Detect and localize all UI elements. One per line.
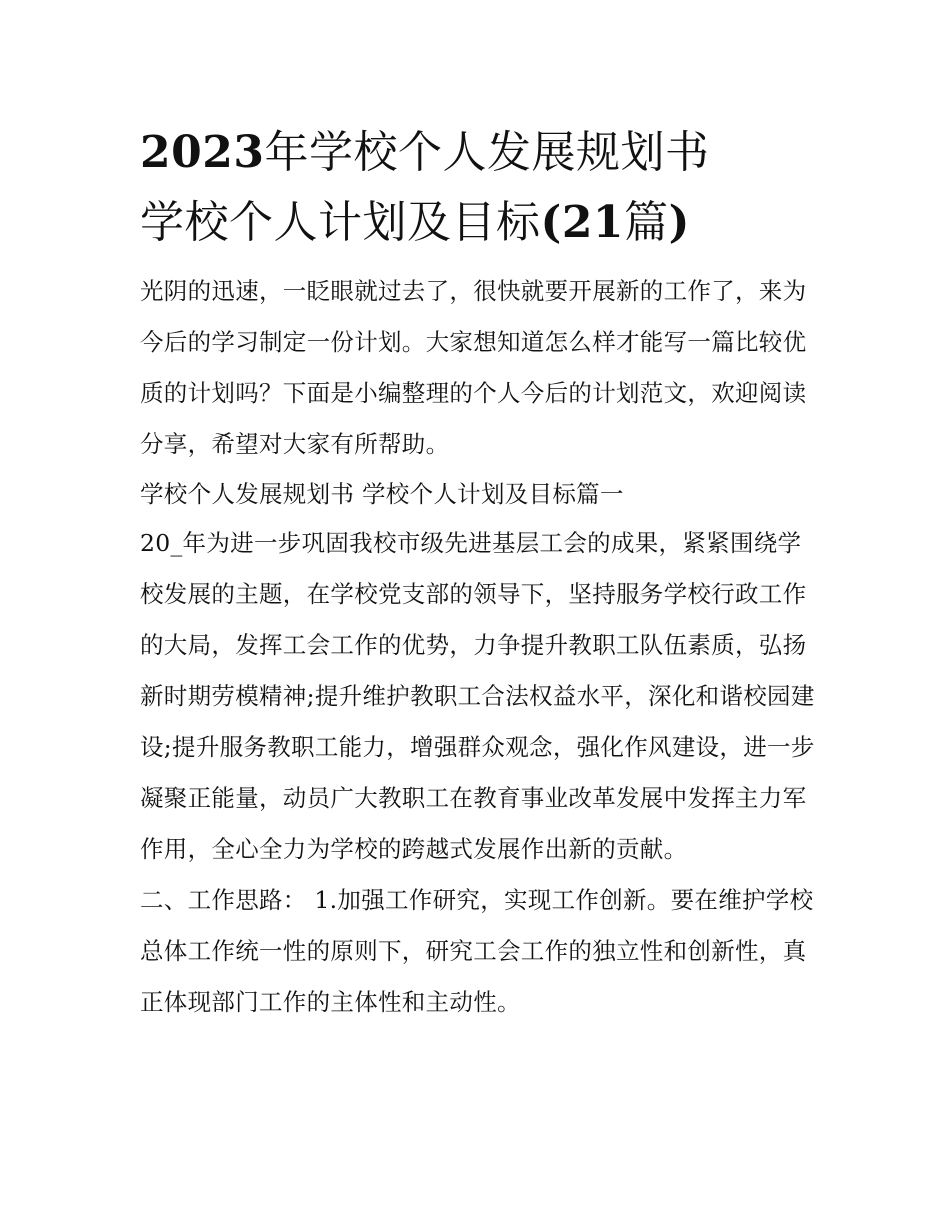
title-line-2-text: 学校个人计划及目标	[140, 197, 541, 248]
intro-paragraph: 光阴的迅速，一眨眼就过去了，很快就要开展新的工作了，来为今后的学习制定一份计划。大家想知道怎么样才能写一篇比较优质的计划吗？下面是小编整理的个人今后的计划范文，欢迎阅读分享，希望对大家有所帮助。	[140, 277, 807, 458]
section-heading: 学校个人发展规划书 学校个人计划及目标篇一	[140, 480, 624, 508]
title-year: 2023	[140, 127, 265, 178]
title-close-paren: )	[668, 197, 690, 248]
document-page	[140, 118, 820, 1028]
document-title	[140, 118, 820, 258]
body-paragraph-1: 20_年为进一步巩固我校市级先进基层工会的成果，紧紧围绕学校发展的主题，在学校党支部的领导下，坚持服务学校行政工作的大局，发挥工会工作的优势，力争提升教职工队伍素质，弘扬新时期劳模精神;提升维护教职工合法权益水平，深化和谐校园建设;提升服务教职工能力，增强群众观念，强化作风建设，进一步凝聚正能量，动员广大教职工在教育事业改革发展中发挥主力军作用，全心全力为学校的跨越式发展作出新的贡献。	[140, 529, 815, 863]
title-line-1-text: 年学校个人发展规划书	[264, 127, 710, 178]
title-count-unit: 篇	[624, 197, 669, 248]
title-line-1	[140, 118, 820, 188]
body-paragraph-2: 二、工作思路： 1.加强工作研究，实现工作创新。要在维护学校总体工作统一性的原则下，研究工会工作的独立性和创新性，真正体现部门工作的主体性和主动性。	[140, 886, 814, 1016]
title-line-2	[140, 188, 820, 258]
title-count: (21	[540, 197, 625, 248]
